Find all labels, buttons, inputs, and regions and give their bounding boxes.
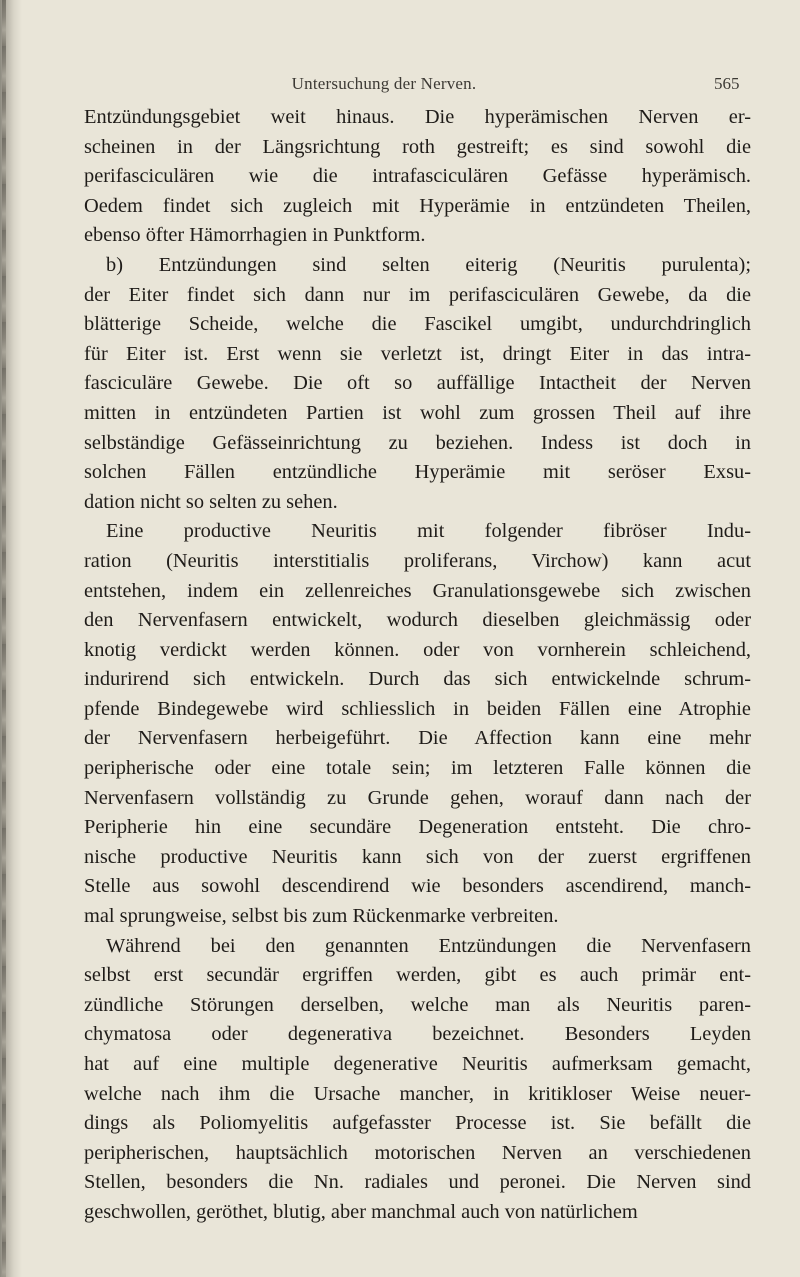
- text-line: Nervenfasern vollständig zu Grunde gehen, worauf dann nach der: [84, 786, 751, 809]
- text-line: Eine productive Neuritis mit folgender fibröser Indu-: [106, 520, 751, 543]
- text-line: scheinen in der Längsrichtung roth gestreift; es sind sowohl die: [84, 135, 751, 158]
- text-line: knotig verdickt werden können. oder von vornherein schleichend,: [84, 638, 751, 661]
- text-line: pfende Bindegewebe wird schliesslich in beiden Fällen eine Atrophie: [84, 697, 751, 720]
- text-line: für Eiter ist. Erst wenn sie verletzt ist, dringt Eiter in das intra-: [84, 342, 751, 365]
- text-line: b) Entzündungen sind selten eiterig (Neuritis purulenta);: [106, 253, 751, 276]
- text-line: den Nervenfasern entwickelt, wodurch dieselben gleichmässig oder: [84, 609, 751, 632]
- text-line: Entzündungsgebiet weit hinaus. Die hyperämischen Nerven er-: [84, 106, 751, 128]
- text-line: Peripherie hin eine secundäre Degeneration entsteht. Die chro-: [84, 816, 751, 839]
- text-line: der Eiter findet sich dann nur im perifasciculären Gewebe, da die: [84, 283, 751, 306]
- text-line: selbst erst secundär ergriffen werden, gibt es auch primär ent-: [84, 964, 751, 987]
- text-line: dation nicht so selten zu sehen.: [84, 490, 338, 513]
- text-line: chymatosa oder degenerativa bezeichnet. Besonders Leyden: [84, 1023, 751, 1046]
- text-line: perifasciculären wie die intrafasciculären Gefässe hyperämisch.: [84, 165, 751, 188]
- text-line: welche nach ihm die Ursache mancher, in kritikloser Weise neuer-: [84, 1082, 751, 1105]
- text-line: indurirend sich entwickeln. Durch das sich entwickelnde schrum-: [84, 668, 751, 691]
- page-number: 565: [714, 74, 740, 93]
- text-line: zündliche Störungen derselben, welche man als Neuritis paren-: [84, 993, 751, 1016]
- text-line: Stellen, besonders die Nn. radiales und peronei. Die Nerven sind: [84, 1171, 751, 1194]
- text-line: solchen Fällen entzündliche Hyperämie mit seröser Exsu-: [84, 461, 751, 484]
- text-line: Während bei den genannten Entzündungen die Nervenfasern: [106, 934, 751, 957]
- text-line: nische productive Neuritis kann sich von der zuerst ergriffenen: [84, 845, 751, 868]
- text-line: dings als Poliomyelitis aufgefasster Processe ist. Sie befällt die: [84, 1112, 751, 1135]
- text-line: blätterige Scheide, welche die Fascikel umgibt, undurchdringlich: [84, 313, 751, 336]
- text-line: geschwollen, geröthet, blutig, aber manchmal auch von natürlichem: [84, 1200, 638, 1223]
- text-line: hat auf eine multiple degenerative Neuritis aufmerksam gemacht,: [84, 1053, 751, 1075]
- text-line: der Nervenfasern herbeigeführt. Die Affection kann eine mehr: [84, 727, 751, 750]
- text-line: selbständige Gefässeinrichtung zu beziehen. Indess ist doch in: [84, 431, 751, 454]
- text-line: Stelle aus sowohl descendirend wie besonders ascendirend, manch-: [84, 875, 751, 898]
- text-line: mal sprungweise, selbst bis zum Rückenmarke verbreiten.: [84, 905, 559, 928]
- text-line: ration (Neuritis interstitialis proliferans, Virchow) kann acut: [84, 549, 751, 572]
- running-title: Untersuchung der Nerven.: [291, 74, 477, 93]
- text-line: fasciculäre Gewebe. Die oft so auffällige Intactheit der Nerven: [84, 372, 751, 395]
- body-text: [84, 103, 751, 1228]
- text-line: peripherischen, hauptsächlich motorischen Nerven an verschiedenen: [84, 1141, 751, 1164]
- text-line: entstehen, indem ein zellenreiches Granulationsgewebe sich zwischen: [84, 579, 751, 602]
- text-line: mitten in entzündeten Partien ist wohl zum grossen Theil auf ihre: [84, 401, 751, 424]
- text-line: peripherische oder eine totale sein; im letzteren Falle können die: [84, 757, 751, 780]
- text-line: Oedem findet sich zugleich mit Hyperämie in entzündeten Theilen,: [84, 194, 751, 217]
- running-header: [0, 74, 800, 98]
- page-binding-edge: [0, 0, 22, 1277]
- text-line: ebenso öfter Hämorrhagien in Punktform.: [84, 224, 426, 247]
